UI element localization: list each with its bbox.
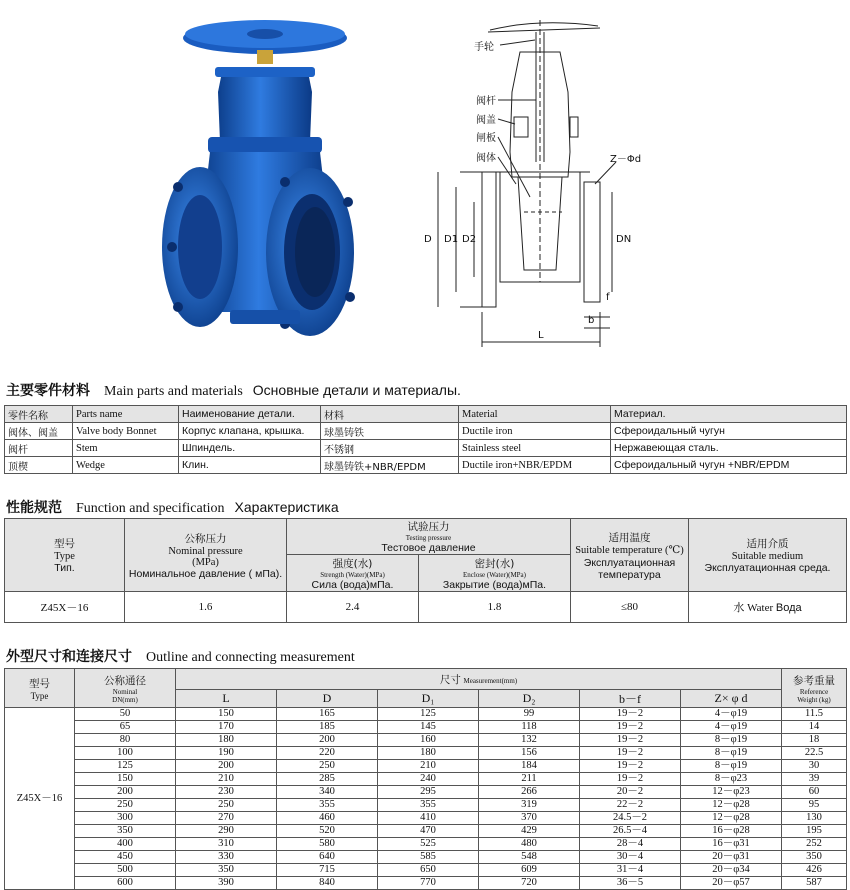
parts-cell: Valve body Bonnet xyxy=(73,423,179,440)
measure-cell: 60 xyxy=(782,786,847,799)
measure-col-header: b－f xyxy=(580,690,681,708)
measure-cell: 30 xyxy=(782,760,847,773)
measure-heading-cn: 外型尺寸和连接尺寸 xyxy=(6,649,132,665)
measure-cell: 470 xyxy=(378,825,479,838)
measure-cell: 290 xyxy=(176,825,277,838)
measure-cell: 460 xyxy=(277,812,378,825)
measure-cell: 370 xyxy=(479,812,580,825)
parts-cell: 不锈钢 xyxy=(321,440,459,457)
measure-cell: 240 xyxy=(378,773,479,786)
spec-strength-value: 2.4 xyxy=(287,592,419,623)
measure-cell: 429 xyxy=(479,825,580,838)
measure-cell: 65 xyxy=(75,721,176,734)
measure-cell: 22.5 xyxy=(782,747,847,760)
parts-header-cell: 零件名称 xyxy=(5,406,73,423)
measure-cell: 20－φ57 xyxy=(681,877,782,890)
measure-cell: 450 xyxy=(75,851,176,864)
measure-cell: 350 xyxy=(75,825,176,838)
parts-row xyxy=(5,440,847,457)
measure-cell: 132 xyxy=(479,734,580,747)
measure-heading xyxy=(6,646,365,666)
spec-medium-value xyxy=(689,592,847,623)
spec-heading-en: Function and specification xyxy=(76,501,225,516)
measure-cell: 19－2 xyxy=(580,721,681,734)
label-dim-d1: D1 xyxy=(444,234,459,245)
table-row xyxy=(5,747,847,760)
spec-enclose-en: Enclose (Water)(MPa) xyxy=(463,570,526,579)
parts-cell: Сфероидальный чугун +NBR/EPDM xyxy=(611,457,847,474)
measure-cell: 8－φ19 xyxy=(681,747,782,760)
measure-cell: 19－2 xyxy=(580,773,681,786)
measure-cell: 39 xyxy=(782,773,847,786)
measure-cell: 160 xyxy=(378,734,479,747)
spec-medium-value-en: Water xyxy=(747,602,774,614)
measure-cell: 184 xyxy=(479,760,580,773)
measurement-table xyxy=(4,668,847,890)
measure-weight-en2: Weight (kg) xyxy=(797,695,831,704)
spec-temp-value: ≤80 xyxy=(571,592,689,623)
measure-cell: 715 xyxy=(277,864,378,877)
parts-table xyxy=(4,405,847,474)
parts-cell: Stem xyxy=(73,440,179,457)
spec-heading xyxy=(6,497,339,517)
measure-cell: 200 xyxy=(75,786,176,799)
measure-cell: 211 xyxy=(479,773,580,786)
label-dim-d: D xyxy=(424,234,432,245)
spec-strength-header xyxy=(287,555,419,592)
measure-weight-en1: Reference xyxy=(799,687,829,696)
measure-dn-cn: 公称通径 xyxy=(104,674,146,687)
measure-cell: 36－5 xyxy=(580,877,681,890)
measure-type-value: Z45X－16 xyxy=(5,708,75,890)
measure-cell: 410 xyxy=(378,812,479,825)
parts-cell: 阀杆 xyxy=(5,440,73,457)
parts-heading-ru: Основные детали и материалы. xyxy=(252,382,461,398)
measure-cell: 24.5－2 xyxy=(580,812,681,825)
spec-nominal-value: 1.6 xyxy=(125,592,287,623)
measure-cell: 266 xyxy=(479,786,580,799)
label-dim-d2: D2 xyxy=(462,234,477,245)
measure-size-en: Measurement(mm) xyxy=(463,676,518,685)
table-row xyxy=(5,721,847,734)
measure-cell: 585 xyxy=(378,851,479,864)
spec-medium-en: Suitable medium xyxy=(731,551,804,562)
gate-valve-photo xyxy=(160,12,360,342)
measure-weight-header xyxy=(782,669,847,708)
measure-col-header: Z× φ d xyxy=(681,690,782,708)
label-bonnet: 阀盖 xyxy=(476,115,496,126)
table-row xyxy=(5,760,847,773)
measure-cell: 165 xyxy=(277,708,378,721)
spec-heading-ru: Характеристика xyxy=(234,499,339,515)
measure-cell: 18 xyxy=(782,734,847,747)
spec-strength-en: Strength (Water)(MPa) xyxy=(320,570,385,579)
measure-cell: 426 xyxy=(782,864,847,877)
measure-cell: 20－φ34 xyxy=(681,864,782,877)
spec-header-row xyxy=(5,519,847,555)
measure-cell: 185 xyxy=(277,721,378,734)
measure-cell: 210 xyxy=(378,760,479,773)
measure-cell: 4－φ19 xyxy=(681,708,782,721)
measure-size-cn: 尺寸 xyxy=(439,673,461,686)
parts-cell: 球墨铸铁 xyxy=(321,423,459,440)
spec-nominal-cn: 公称压力 xyxy=(184,532,227,545)
label-body: 阀体 xyxy=(476,153,496,164)
measure-cell: 8－φ23 xyxy=(681,773,782,786)
spec-testing-header xyxy=(287,519,571,555)
measure-header-row xyxy=(5,669,847,690)
measure-dn-en2: DN(mm) xyxy=(112,695,138,704)
label-dim-dn: DN xyxy=(616,234,632,245)
table-row xyxy=(5,708,847,721)
measure-cell: 500 xyxy=(75,864,176,877)
measure-cell: 12－φ28 xyxy=(681,812,782,825)
parts-row xyxy=(5,423,847,440)
spec-temp-header xyxy=(571,519,689,592)
measure-cell: 170 xyxy=(176,721,277,734)
parts-header-cell: Наименование детали. xyxy=(179,406,321,423)
measure-cell: 20－φ31 xyxy=(681,851,782,864)
measure-cell: 355 xyxy=(378,799,479,812)
measure-cell: 145 xyxy=(378,721,479,734)
valve-cross-section-drawing xyxy=(420,12,690,357)
measure-cell: 580 xyxy=(277,838,378,851)
spec-type-ru: Тип. xyxy=(54,562,75,574)
measure-cell: 95 xyxy=(782,799,847,812)
drawing-lines xyxy=(420,12,690,357)
measure-type-cn: 型号 xyxy=(29,677,50,690)
measure-heading-en: Outline and connecting measurement xyxy=(146,650,355,665)
measure-cell: 400 xyxy=(75,838,176,851)
spec-temp-cn: 适用温度 xyxy=(608,531,651,544)
spec-enclose-ru: Закрытие (вода)мПа. xyxy=(442,578,547,591)
measure-cell: 20－2 xyxy=(580,786,681,799)
spec-medium-ru: Эксплуатационная среда. xyxy=(704,562,831,574)
measure-col-header: D₂ xyxy=(479,690,580,708)
measure-cell: 19－2 xyxy=(580,747,681,760)
measure-cell: 609 xyxy=(479,864,580,877)
spec-type-value: Z45X－16 xyxy=(5,592,125,623)
measure-cell: 200 xyxy=(176,760,277,773)
measure-cell: 230 xyxy=(176,786,277,799)
table-row xyxy=(5,864,847,877)
measure-cell: 125 xyxy=(75,760,176,773)
label-bolts: Z－Φd xyxy=(610,154,642,165)
parts-cell: Ductile iron xyxy=(459,423,611,440)
measure-cell: 16－φ31 xyxy=(681,838,782,851)
measure-cell: 640 xyxy=(277,851,378,864)
measure-cell: 28－4 xyxy=(580,838,681,851)
spec-temp-en: Suitable temperature (℃) xyxy=(575,544,684,556)
parts-heading xyxy=(6,380,461,400)
measure-cell: 19－2 xyxy=(580,734,681,747)
measure-cell: 195 xyxy=(782,825,847,838)
measure-size-header xyxy=(176,669,782,690)
measure-cell: 4－φ19 xyxy=(681,721,782,734)
measure-cell: 16－φ28 xyxy=(681,825,782,838)
measure-cell: 587 xyxy=(782,877,847,890)
spec-enclose-value: 1.8 xyxy=(419,592,571,623)
measure-cell: 14 xyxy=(782,721,847,734)
measure-cell: 720 xyxy=(479,877,580,890)
spec-nominal-header xyxy=(125,519,287,592)
measure-cell: 330 xyxy=(176,851,277,864)
measure-cell: 600 xyxy=(75,877,176,890)
parts-cell: Корпус клапана, крышка. xyxy=(179,423,321,440)
spec-type-cn: 型号 xyxy=(54,538,75,550)
measure-cell: 355 xyxy=(277,799,378,812)
spec-medium-header xyxy=(689,519,847,592)
measure-cell: 80 xyxy=(75,734,176,747)
parts-cell: Stainless steel xyxy=(459,440,611,457)
spec-type-en: Type xyxy=(54,551,75,562)
parts-header-cell: 材料 xyxy=(321,406,459,423)
measure-dn-header xyxy=(75,669,176,708)
label-dim-b: b xyxy=(588,315,595,326)
measure-cell: 99 xyxy=(479,708,580,721)
measure-cell: 19－2 xyxy=(580,708,681,721)
table-row xyxy=(5,838,847,851)
parts-header-cell: Material xyxy=(459,406,611,423)
table-row xyxy=(5,851,847,864)
measure-cell: 11.5 xyxy=(782,708,847,721)
measure-weight-cn: 参考重量 xyxy=(793,674,835,687)
label-handwheel: 手轮 xyxy=(474,42,494,53)
spec-strength-ru: Сила (вода)мПа. xyxy=(311,578,394,591)
table-row xyxy=(5,812,847,825)
table-row xyxy=(5,786,847,799)
measure-cell: 350 xyxy=(176,864,277,877)
parts-cell: 顶楔 xyxy=(5,457,73,474)
measure-cell: 840 xyxy=(277,877,378,890)
measure-cell: 19－2 xyxy=(580,760,681,773)
parts-header-cell: Материал. xyxy=(611,406,847,423)
parts-cell: Сфероидальный чугун xyxy=(611,423,847,440)
measure-col-header: L xyxy=(176,690,277,708)
parts-header-row xyxy=(5,406,847,423)
measure-cell: 150 xyxy=(75,773,176,786)
measure-cell: 270 xyxy=(176,812,277,825)
table-row xyxy=(5,773,847,786)
measure-cell: 770 xyxy=(378,877,479,890)
measure-cell: 12－φ28 xyxy=(681,799,782,812)
measure-cell: 8－φ19 xyxy=(681,760,782,773)
measure-dn-en1: Nominal xyxy=(112,687,138,696)
spec-medium-value-cn: 水 xyxy=(733,601,745,614)
measure-cell: 180 xyxy=(378,747,479,760)
measure-cell: 480 xyxy=(479,838,580,851)
measure-cell: 22－2 xyxy=(580,799,681,812)
measure-cell: 650 xyxy=(378,864,479,877)
measure-cell: 31－4 xyxy=(580,864,681,877)
table-row xyxy=(5,877,847,890)
measure-cell: 150 xyxy=(176,708,277,721)
parts-cell: 阀体、阀盖 xyxy=(5,423,73,440)
parts-cell: Клин. xyxy=(179,457,321,474)
measure-col-header: D₁ xyxy=(378,690,479,708)
measure-cell: 130 xyxy=(782,812,847,825)
spec-nominal-ru: Номинальное давление ( мПа). xyxy=(128,567,283,580)
parts-cell: Шпиндель. xyxy=(179,440,321,457)
parts-heading-en: Main parts and materials xyxy=(104,384,243,399)
spec-heading-cn: 性能规范 xyxy=(6,500,62,516)
table-row xyxy=(5,734,847,747)
measure-cell: 250 xyxy=(75,799,176,812)
spec-medium-value-ru: Вода xyxy=(775,602,802,614)
measure-col-header: D xyxy=(277,690,378,708)
parts-cell: Ductile iron+NBR/EPDM xyxy=(459,457,611,474)
spec-value-row xyxy=(5,592,847,623)
spec-nominal-en: Nominal pressure xyxy=(168,545,243,557)
spec-type-header xyxy=(5,519,125,592)
measure-type-header xyxy=(5,669,75,708)
measure-cell: 340 xyxy=(277,786,378,799)
measure-cell: 295 xyxy=(378,786,479,799)
spec-testing-ru: Тестовое давление xyxy=(381,542,476,554)
spec-medium-cn: 适用介质 xyxy=(746,538,789,550)
measure-cell: 548 xyxy=(479,851,580,864)
table-row xyxy=(5,825,847,838)
spec-nominal-unit: (MPa) xyxy=(192,556,219,568)
spec-table xyxy=(4,518,847,623)
parts-row xyxy=(5,457,847,474)
label-wedge: 闸板 xyxy=(476,133,496,144)
measure-cell: 319 xyxy=(479,799,580,812)
spec-testing-cn: 试验压力 xyxy=(407,521,450,533)
parts-heading-cn: 主要零件材料 xyxy=(6,383,90,399)
measure-cell: 310 xyxy=(176,838,277,851)
parts-cell: 球墨铸铁+NBR/EPDM xyxy=(321,457,459,474)
spec-testing-en: Testing pressure xyxy=(405,534,452,542)
measure-cell: 156 xyxy=(479,747,580,760)
label-stem: 阀杆 xyxy=(476,96,496,107)
measure-cell: 210 xyxy=(176,773,277,786)
measure-type-en: Type xyxy=(30,690,49,701)
label-dim-f: f xyxy=(606,292,610,303)
measure-cell: 350 xyxy=(782,851,847,864)
measure-cell: 125 xyxy=(378,708,479,721)
table-row xyxy=(5,799,847,812)
measure-cell: 520 xyxy=(277,825,378,838)
spec-enclose-cn: 密封(水) xyxy=(474,557,515,570)
parts-cell: Wedge xyxy=(73,457,179,474)
measure-cell: 180 xyxy=(176,734,277,747)
measure-cell: 50 xyxy=(75,708,176,721)
measure-cell: 8－φ19 xyxy=(681,734,782,747)
parts-header-cell: Parts name xyxy=(73,406,179,423)
measure-cell: 26.5－4 xyxy=(580,825,681,838)
spec-temp-ru: Эксплуатационная температура xyxy=(583,556,676,581)
label-dim-l: L xyxy=(538,330,544,341)
parts-cell: Нержавеющая сталь. xyxy=(611,440,847,457)
spec-enclose-header xyxy=(419,555,571,592)
spec-strength-cn: 强度(水) xyxy=(332,557,373,570)
measure-cell: 190 xyxy=(176,747,277,760)
measure-cell: 285 xyxy=(277,773,378,786)
measure-cell: 390 xyxy=(176,877,277,890)
measure-cell: 525 xyxy=(378,838,479,851)
measure-cell: 252 xyxy=(782,838,847,851)
measure-cell: 118 xyxy=(479,721,580,734)
measure-cell: 250 xyxy=(277,760,378,773)
measure-cell: 30－4 xyxy=(580,851,681,864)
measure-cell: 12－φ23 xyxy=(681,786,782,799)
measure-cell: 220 xyxy=(277,747,378,760)
measure-cell: 300 xyxy=(75,812,176,825)
measure-cell: 250 xyxy=(176,799,277,812)
measure-cell: 200 xyxy=(277,734,378,747)
measure-cell: 100 xyxy=(75,747,176,760)
